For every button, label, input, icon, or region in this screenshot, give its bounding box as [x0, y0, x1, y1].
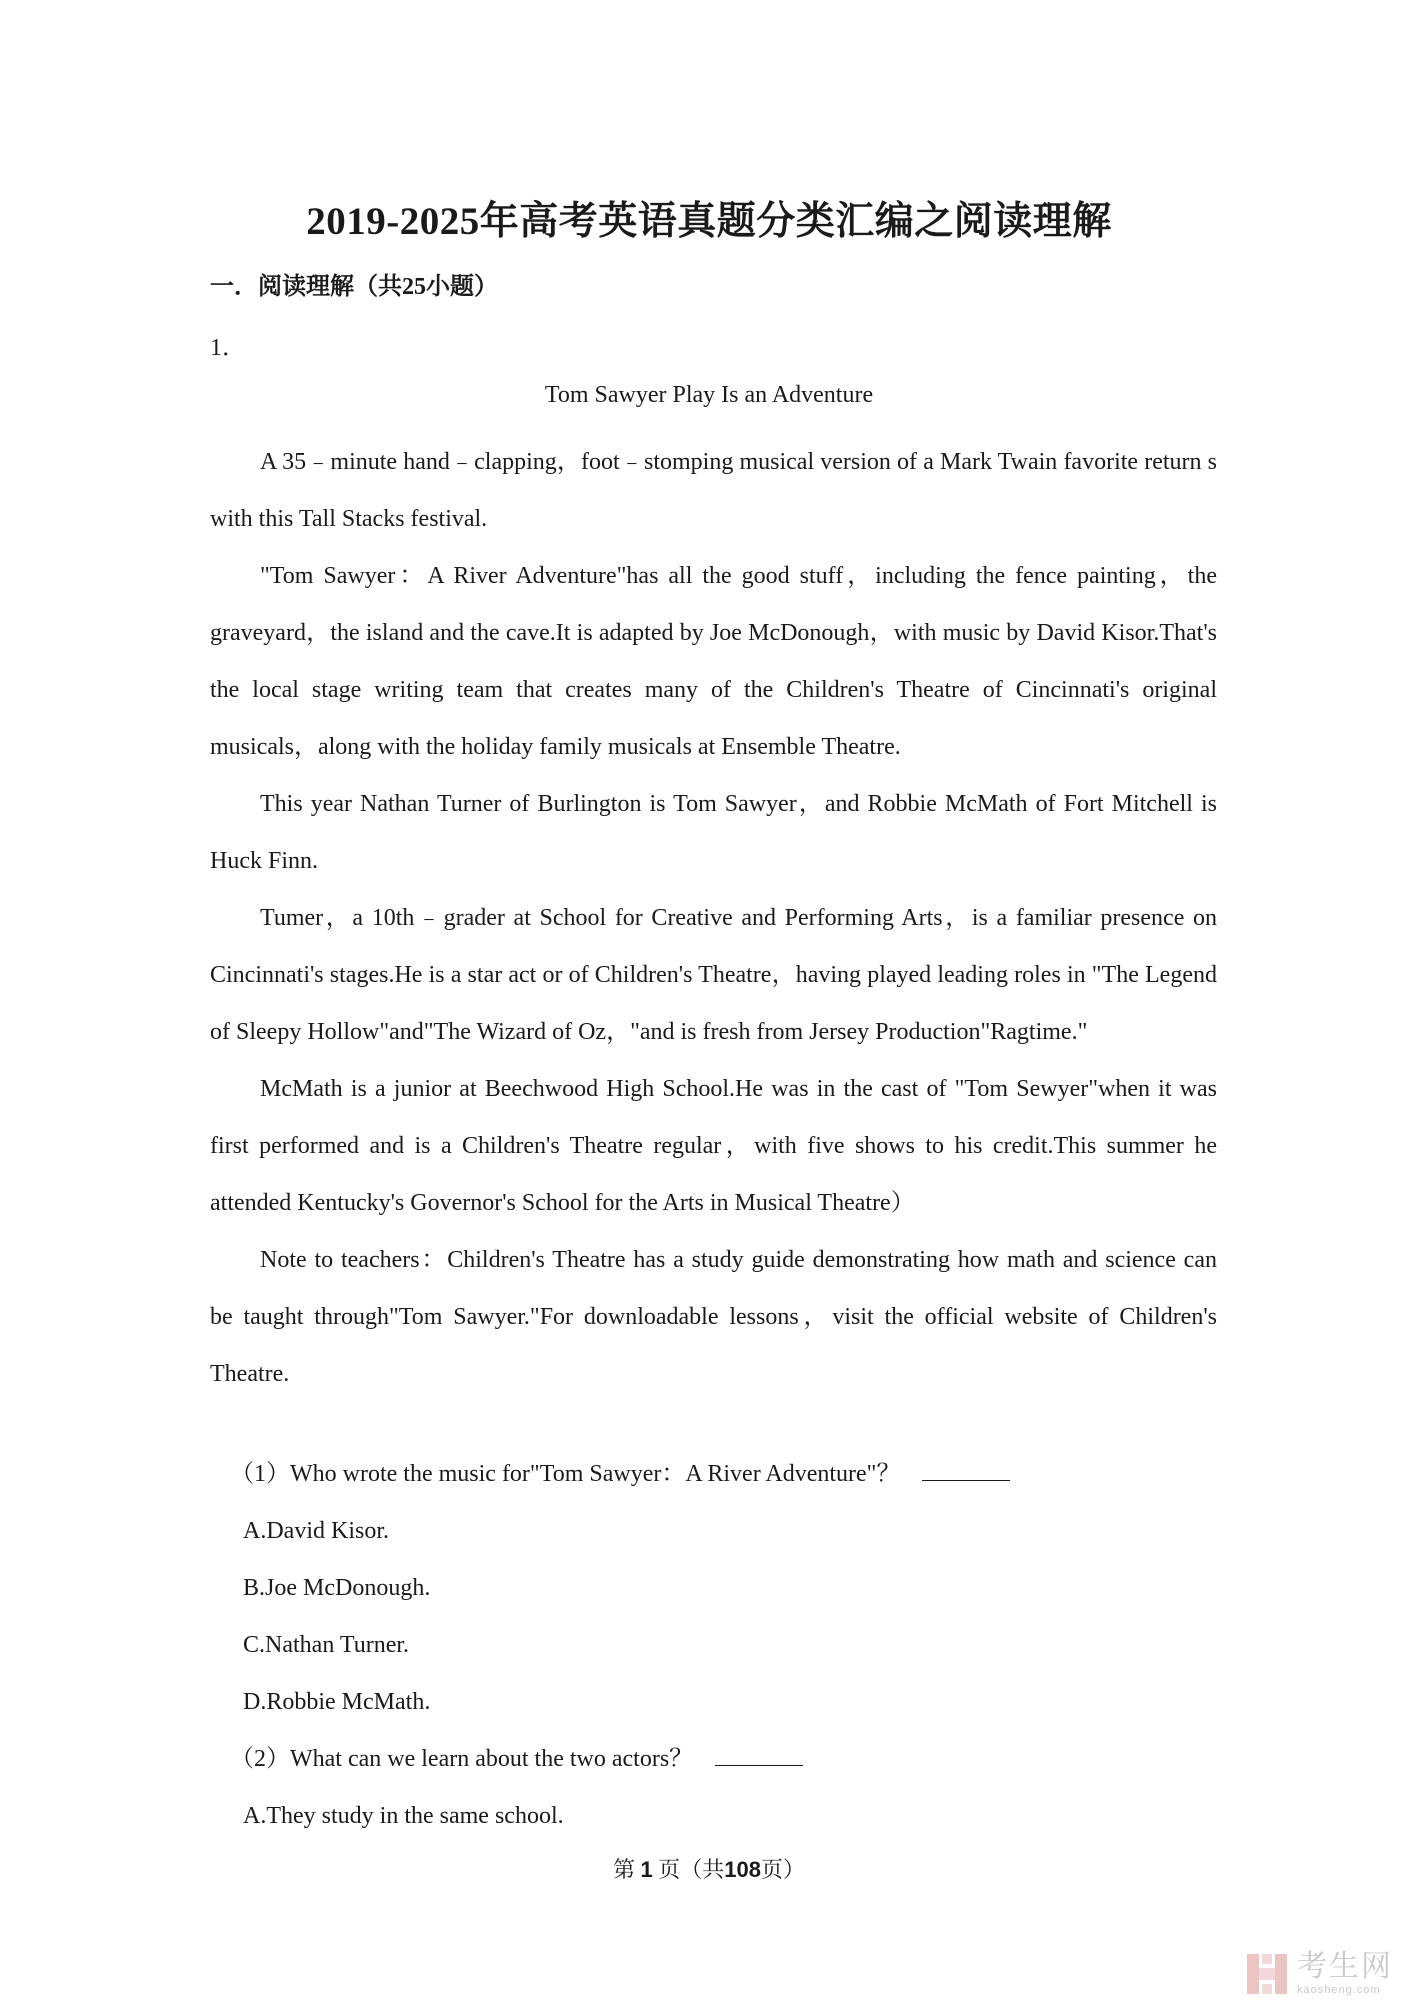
question-stem	[210, 1446, 1217, 1503]
kaosheng-logo-icon	[1245, 1952, 1289, 1996]
site-watermark	[1245, 1949, 1393, 1996]
passage-paragraph: Tumer，a 10th﹣grader at School for Creative and Performing Arts，is a familiar presence on Cincinnati's stages.He is a star act or of Children's Theatre，having played leading roles in "The Legend of Sleepy Hollow"and"The Wizard of Oz，"and is fresh from Jersey Production"Ragtime."	[210, 905, 1217, 1045]
footer-middle: 页（共	[658, 1857, 725, 1882]
footer-suffix: 页）	[760, 1857, 805, 1882]
passage-paragraph: McMath is a junior at Beechwood High School.He was in the cast of "Tom Sewyer"when it was first performed and is a Children's Theatre regular，with five shows to his credit.This summer he attended Kentucky's Governor's School for the Arts in Musical Theatre）	[210, 1076, 1217, 1216]
question-stem-text: （1）Who wrote the music for"Tom Sawyer：A River Adventure"？	[230, 1461, 901, 1487]
question-list	[210, 1446, 1217, 1845]
passage-paragraph: "Tom Sawyer：A River Adventure"has all the good stuff，including the fence painting，the graveyard，the island and the cave.It is adapted by Joe McDonough，with music by David Kisor.That's the local stage writing team that creates many of the Children's Theatre of Cincinnati's original musicals，along with the holiday family musicals at Ensemble Theatre.	[210, 563, 1217, 760]
passage-paragraph: A 35﹣minute hand﹣clapping，foot﹣stomping musical version of a Mark Twain favorite return s with this Tall Stacks festival.	[210, 449, 1217, 532]
answer-option: C.Nathan Turner.	[243, 1632, 410, 1658]
answer-option: A.They study in the same school.	[243, 1803, 564, 1829]
watermark-text-en: kaosheng.com	[1297, 1984, 1381, 1996]
total-pages: 108	[724, 1857, 761, 1882]
question-number: 1．	[210, 335, 246, 361]
answer-option: A.David Kisor.	[243, 1518, 389, 1544]
answer-option: D.Robbie McMath.	[243, 1689, 431, 1715]
passage-paragraph: This year Nathan Turner of Burlington is Tom Sawyer，and Robbie McMath of Fort Mitchell is Huck Finn.	[210, 791, 1217, 874]
question-stem-text: （2）What can we learn about the two actors？	[230, 1746, 694, 1772]
answer-blank	[922, 1458, 1010, 1481]
question-stem	[210, 1731, 1217, 1788]
footer-prefix: 第	[612, 1857, 635, 1882]
page-footer	[0, 1853, 1418, 1884]
watermark-text-cn: 考生网	[1297, 1949, 1393, 1984]
section-heading: 一．阅读理解（共25小题）	[210, 274, 498, 300]
answer-option: B.Joe McDonough.	[243, 1575, 431, 1601]
answer-blank	[715, 1743, 803, 1766]
document-title: 2019-2025年高考英语真题分类汇编之阅读理解	[306, 200, 1112, 243]
passage-body	[210, 434, 1217, 1403]
passage-title: Tom Sawyer Play Is an Adventure	[544, 382, 874, 408]
passage-paragraph: Note to teachers：Children's Theatre has a study guide demonstrating how math and science can be taught through"Tom Sawyer."For downloadable lessons，visit the official website of Children's Theatre.	[210, 1247, 1217, 1387]
page-number: 1	[640, 1857, 653, 1882]
